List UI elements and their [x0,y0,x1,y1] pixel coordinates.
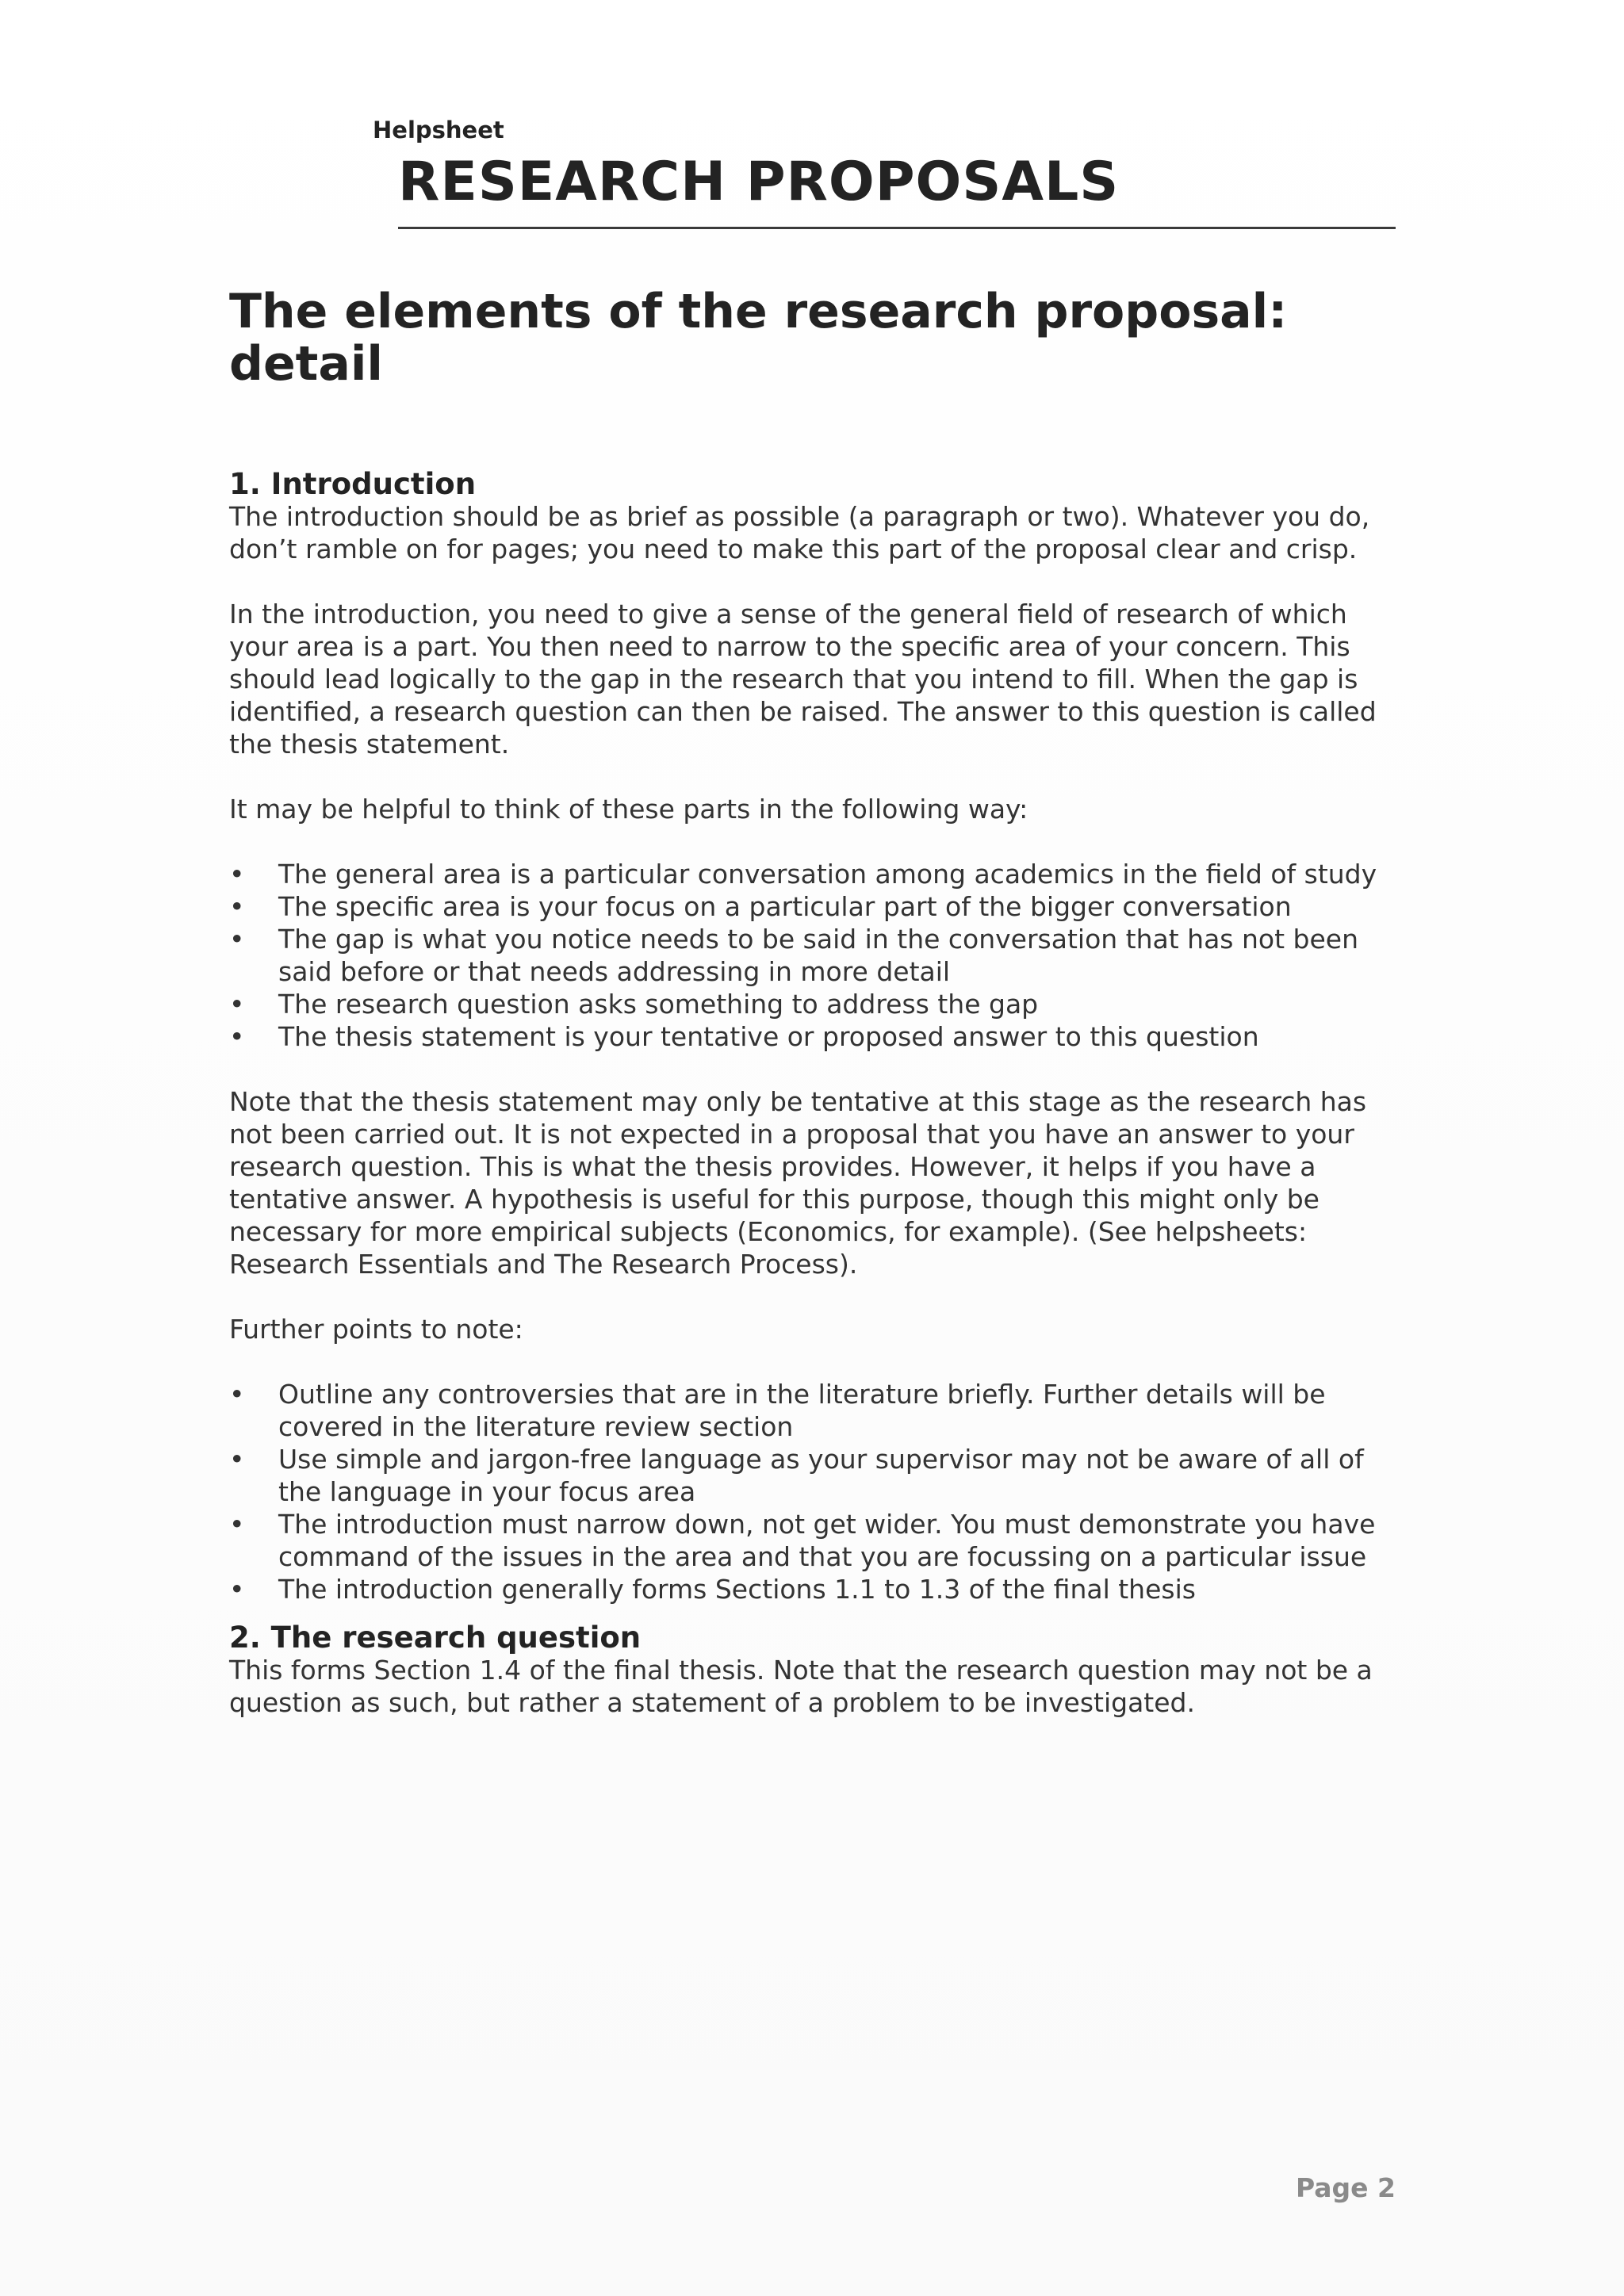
list-item: • The introduction must narrow down, not get wider. You must demonstrate you have command of the issues in the area and that you are focussing on a particular issue [229,1508,1411,1573]
list-item: • The research question asks something to address the gap [229,988,1411,1020]
list-item: • The gap is what you notice needs to be said in the conversation that has not been said before or that needs addressing in more detail [229,923,1411,988]
research-question-heading: 2. The research question [229,1621,642,1655]
introduction-heading: 1. Introduction [229,467,477,501]
list-item: • Outline any controversies that are in the literature briefly. Further details will be covered in the literature review section [229,1378,1411,1443]
research-question-paragraph: This forms Section 1.4 of the final thesis. Note that the research question may not be a question as such, but rather a statement of a problem to be investigated. [229,1655,1373,1718]
introduction-paragraph-1: The introduction should be as brief as possible (a paragraph or two). Whatever you do, don’t ramble on for pages; you need to make this part of the proposal clear and crisp. [229,501,1370,564]
introduction-paragraph-5: Further points to note: [229,1314,523,1345]
introduction-paragraph-4: Note that the thesis statement may only be tentative at this stage as the research has not been carried out. It is not expected in a proposal that you have an answer to your research question. This is what the thesis provides. However, it helps if you have a tentative answer. A hypothesis is useful for this purpose, though this might only be necessary for more empirical subjects (Economics, for example). (See helpsheets: Research Essentials and The Research Process). [229,1086,1367,1280]
document-content [229,285,1411,1719]
parts-list [229,858,1411,1053]
section-title: The elements of the research proposal: detail [229,284,1288,392]
helpsheet-label: Helpsheet [373,117,504,144]
list-item: • Use simple and jargon-free language as your supervisor may not be aware of all of the language in your focus area [229,1443,1411,1508]
introduction-paragraph-3: It may be helpful to think of these parts in the following way: [229,794,1028,825]
document-title: RESEARCH PROPOSALS [398,151,1120,213]
list-item: • The specific area is your focus on a particular part of the bigger conversation [229,890,1411,923]
points-list [229,1378,1411,1605]
list-item: • The thesis statement is your tentative or proposed answer to this question [229,1020,1411,1053]
page-number: Page 2 [1295,2172,1396,2203]
title-divider [398,227,1396,229]
list-item: • The introduction generally forms Sections 1.1 to 1.3 of the final thesis [229,1573,1411,1605]
list-item: • The general area is a particular conversation among academics in the field of study [229,858,1411,890]
introduction-paragraph-2: In the introduction, you need to give a sense of the general field of research of which your area is a part. You then need to narrow to the specific area of your concern. This should lead logically to the gap in the research that you intend to fill. When the gap is identified, a research question can then be raised. The answer to this question is called the thesis statement. [229,599,1377,760]
